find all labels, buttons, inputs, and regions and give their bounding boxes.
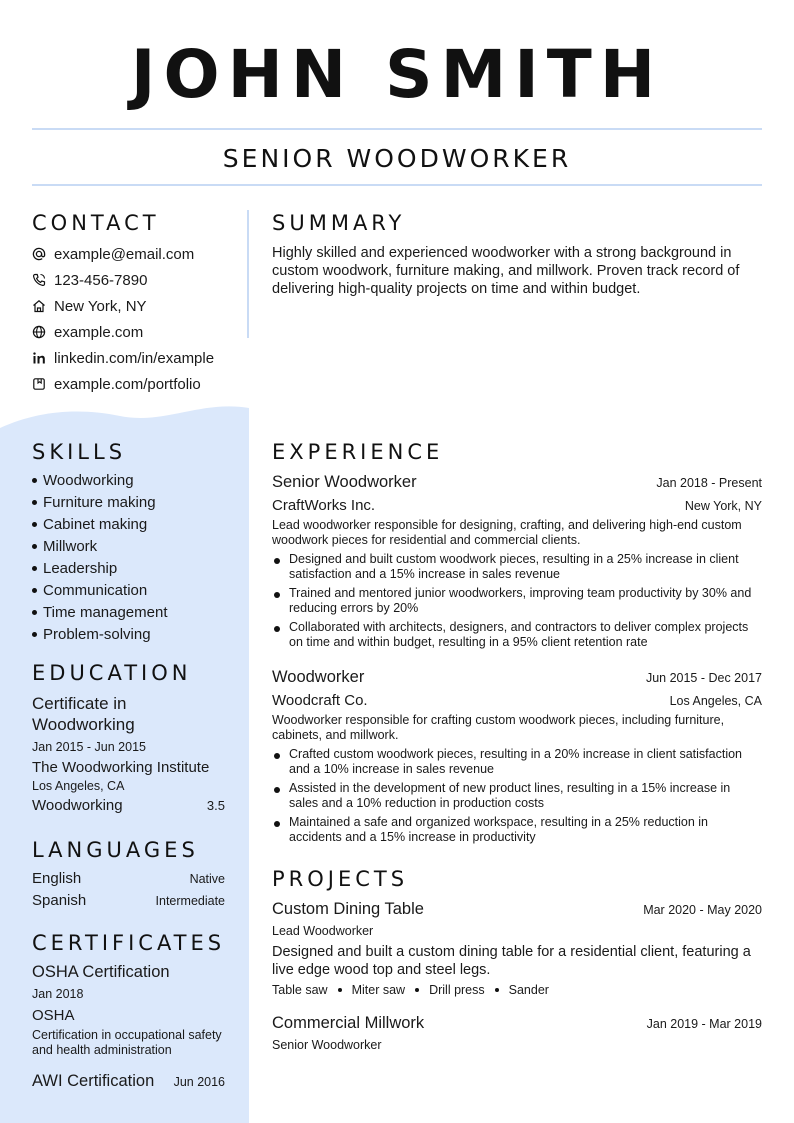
bullet-icon [274,753,280,759]
education-section [32,661,225,814]
job-dates: Jan 2018 - Present [656,476,762,490]
language-name: English [32,870,82,887]
skill-item: Furniture making [32,492,225,514]
home-icon [32,299,54,313]
language-level: Native [189,872,225,886]
header-divider-bottom [32,184,762,186]
at-icon [32,247,54,261]
certificate-date: Jun 2016 [173,1075,225,1089]
contact-website[interactable] [32,319,225,345]
contact-portfolio[interactable] [32,371,225,397]
projects-heading: PROJECTS [272,867,409,891]
header-divider-top [32,128,762,130]
contact-portfolio-text: example.com/portfolio [54,375,201,393]
project-entry [272,1014,762,1052]
candidate-name: JOHN SMITH [130,36,664,113]
languages-heading: LANGUAGES [32,838,199,862]
language-level: Intermediate [155,894,225,908]
bullet-icon [32,544,37,549]
bullet-icon [32,632,37,637]
globe-icon [32,325,54,339]
bullet-icon [274,626,280,632]
project-role: Lead Woodworker [272,924,374,938]
tool-item: Table saw [272,983,328,997]
education-field: Woodworking [32,797,123,814]
certificate-date: Jan 2018 [32,987,84,1001]
certificate-description: Certification in occupational safety and health administration [32,1028,222,1057]
skill-item: Communication [32,580,225,602]
project-entry [272,900,762,997]
skill-item: Woodworking [32,470,225,492]
linkedin-icon [32,351,54,365]
bullet-icon [32,566,37,571]
education-degree: Certificate in Woodworking [32,694,135,734]
bullet-icon [32,478,37,483]
contact-location [32,293,225,319]
bullet-icon [32,610,37,615]
separator-dot-icon [495,988,499,992]
skill-item: Time management [32,602,225,624]
job-entry [272,473,762,650]
languages-section [32,838,225,914]
job-location: Los Angeles, CA [669,694,762,708]
achievement-item: Trained and mentored junior woodworkers, improving team productivity by 30% and reducing errors by 20% [272,586,762,616]
project-description: Designed and built a custom dining table for a residential client, featuring a live edge wood top and steel legs. [272,944,751,978]
language-name: Spanish [32,892,87,909]
column-divider [247,210,249,338]
certificate-title: OSHA Certification [32,963,170,981]
summary-section [272,211,762,298]
bullet-icon [274,558,280,564]
contact-linkedin[interactable] [32,345,225,371]
skill-item: Problem-solving [32,624,225,646]
education-location: Los Angeles, CA [32,779,125,793]
summary-heading: SUMMARY [272,211,406,235]
skill-item: Cabinet making [32,514,225,536]
education-field-row [32,797,225,814]
project-title: Custom Dining Table [272,900,424,918]
contact-phone[interactable] [32,267,225,293]
language-row [32,892,225,914]
achievement-item: Assisted in the development of new product lines, resulting in a 15% increase in sales and a 10% reduction in production costs [272,781,762,811]
contact-linkedin-text: linkedin.com/in/example [54,349,215,367]
job-description: Lead woodworker responsible for designing, crafting, and delivering high-end custom woodwork pieces for residential and commercial clients. [272,518,742,547]
job-achievements [272,552,762,650]
job-position: Senior Woodworker [272,473,417,491]
achievement-item: Collaborated with architects, designers, and contractors to deliver complex projects on time and within budget, resulting in a 95% client retention rate [272,620,762,650]
certificates-section [32,931,225,1091]
certificates-heading: CERTIFICATES [32,931,226,955]
bullet-icon [32,588,37,593]
job-company: Woodcraft Co. [272,692,368,709]
job-position: Woodworker [272,668,365,686]
experience-section [272,440,762,863]
achievement-item: Maintained a safe and organized workspace, resulting in a 25% reduction in accidents and a 15% increase in productivity [272,815,762,845]
bullet-icon [274,787,280,793]
achievement-item: Crafted custom woodwork pieces, resulting in a 20% increase in client satisfaction and a 10% increase in sales revenue [272,747,762,777]
bullet-icon [32,522,37,527]
project-tools [272,983,762,997]
job-dates: Jun 2015 - Dec 2017 [645,671,762,685]
job-company: CraftWorks Inc. [272,497,376,514]
bullet-icon [274,592,280,598]
education-school: The Woodworking Institute [32,759,210,776]
job-title: SENIOR WOODWORKER [222,144,572,173]
job-description: Woodworker responsible for crafting custom woodwork pieces, including furniture, cabinets, and millwork. [272,713,725,742]
certificate-row [32,1072,225,1091]
contact-phone-text: 123-456-7890 [54,271,148,289]
contact-email[interactable] [32,241,225,267]
contact-section [32,211,225,397]
education-heading: EDUCATION [32,661,192,685]
projects-section [272,867,762,1052]
experience-heading: EXPERIENCE [272,440,444,464]
separator-dot-icon [338,988,342,992]
education-dates: Jan 2015 - Jun 2015 [32,740,146,754]
skill-item: Millwork [32,536,225,558]
certificate-title: AWI Certification [32,1072,155,1090]
achievement-item: Designed and built custom woodwork pieces, resulting in a 25% increase in client satisfaction and a 15% increase in sales revenue [272,552,762,582]
project-role: Senior Woodworker [272,1038,382,1052]
summary-text: Highly skilled and experienced woodworker with a strong background in custom woodwork, furniture making, and millwork. Proven track record of delivering high-quality projects on time and within budget. [272,245,740,297]
education-gpa: 3.5 [206,798,225,813]
contact-location-text: New York, NY [54,297,147,315]
job-location: New York, NY [684,499,762,513]
separator-dot-icon [415,988,419,992]
tool-item: Drill press [429,983,485,997]
project-title: Commercial Millwork [272,1014,425,1032]
language-row [32,870,225,892]
project-dates: Jan 2019 - Mar 2019 [646,1017,762,1031]
contact-email-text: example@email.com [54,245,195,263]
project-dates: Mar 2020 - May 2020 [643,903,762,917]
contact-website-text: example.com [54,323,144,341]
tool-item: Miter saw [351,983,406,997]
job-achievements [272,747,762,845]
contact-heading: CONTACT [32,211,160,235]
job-entry [272,668,762,845]
portfolio-icon [32,377,54,391]
skill-item: Leadership [32,558,225,580]
skills-heading: SKILLS [32,440,127,464]
bullet-icon [274,821,280,827]
certificate-issuer: OSHA [32,1007,75,1024]
phone-icon [32,273,54,287]
tool-item: Sander [508,983,549,997]
bullet-icon [32,500,37,505]
skills-section [32,440,225,646]
